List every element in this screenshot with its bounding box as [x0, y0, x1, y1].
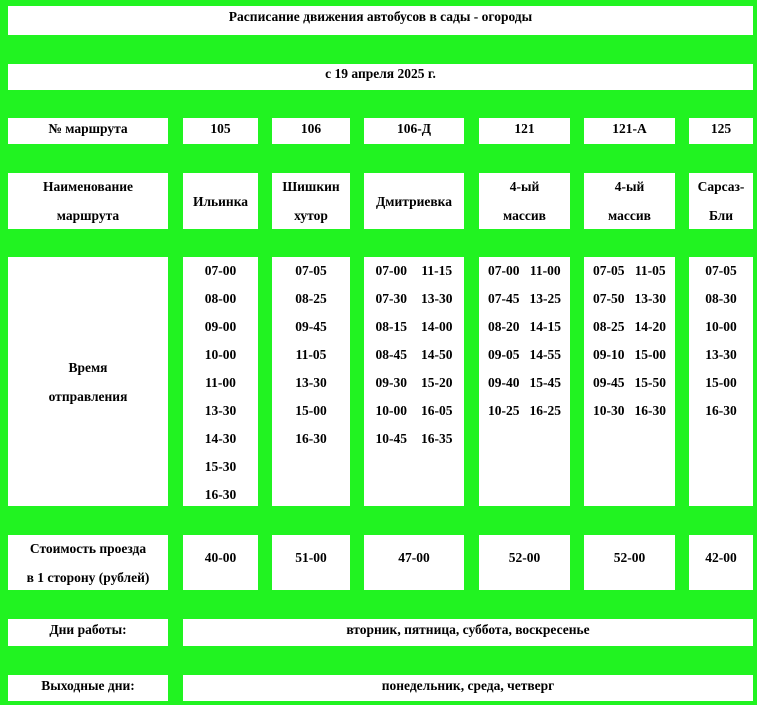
- departure-time: 15-20: [421, 375, 453, 390]
- departure-time: 13-30: [204, 403, 237, 418]
- departure-time: 09-30: [375, 375, 407, 390]
- departure-time: 08-25: [593, 319, 625, 334]
- route-name-line: массив: [503, 208, 546, 223]
- route-number-121a: 121-А: [584, 118, 675, 144]
- route-name-121: [479, 173, 570, 229]
- departure-label-line2: отправления: [48, 388, 128, 404]
- departure-times-106: [272, 257, 350, 506]
- departure-time: 10-30: [593, 403, 625, 418]
- departure-time: 11-15: [421, 263, 453, 278]
- departure-times-col-2: [635, 257, 667, 425]
- route-name-line: Дмитриевка: [376, 193, 452, 209]
- price-121a: 52-00: [584, 535, 675, 590]
- departure-time: 07-05: [295, 263, 327, 278]
- route-number-105: 105: [183, 118, 258, 144]
- departure-time: 08-20: [488, 319, 520, 334]
- route-number-106: 106: [272, 118, 350, 144]
- route-name-label: [8, 173, 168, 229]
- departure-times-121: [479, 257, 570, 506]
- departure-times-col-2: [421, 257, 453, 453]
- departure-time: 08-15: [375, 319, 407, 334]
- route-number-106d: 106-Д: [364, 118, 464, 144]
- departure-time: 13-30: [295, 375, 327, 390]
- route-name-105: [183, 173, 258, 229]
- route-name-106d: [364, 173, 464, 229]
- route-name-line: массив: [608, 208, 651, 223]
- departure-time: 10-00: [204, 347, 237, 362]
- price-label-line2: в 1 сторону (рублей): [26, 569, 150, 585]
- departure-time: 14-55: [529, 347, 561, 362]
- departure-time: 13-25: [529, 291, 561, 306]
- work-days-label: Дни работы:: [8, 619, 168, 646]
- departure-time: 10-00: [375, 403, 407, 418]
- route-name-line: 4-ый: [614, 179, 645, 194]
- departure-time: 07-00: [488, 263, 520, 278]
- departure-time: 16-30: [705, 403, 737, 418]
- departure-time: 08-00: [204, 291, 237, 306]
- route-number-121: 121: [479, 118, 570, 144]
- departure-time: 15-00: [295, 403, 327, 418]
- departure-time: 16-30: [634, 403, 666, 418]
- departure-time: 15-45: [529, 375, 561, 390]
- departure-time: 07-45: [488, 291, 520, 306]
- route-name-line: 4-ый: [509, 179, 540, 194]
- departure-time: 16-30: [204, 487, 237, 502]
- departure-time: 14-15: [529, 319, 561, 334]
- departure-label: [8, 257, 168, 506]
- departure-time: 14-30: [204, 431, 237, 446]
- departure-time: 14-50: [421, 347, 453, 362]
- departure-times-121a: [584, 257, 675, 506]
- departure-time: 10-25: [488, 403, 520, 418]
- departure-time: 10-00: [705, 319, 737, 334]
- departure-time: 14-00: [421, 319, 453, 334]
- departure-times-col-1: [593, 257, 625, 425]
- departure-time: 10-45: [375, 431, 407, 446]
- work-days-value: вторник, пятница, суббота, воскресенье: [183, 619, 753, 646]
- route-name-line: Бли: [708, 208, 734, 223]
- departure-time: 13-30: [705, 347, 737, 362]
- departure-times-col-1: [488, 257, 520, 425]
- departure-time: 07-05: [593, 263, 625, 278]
- departure-time: 07-05: [705, 263, 737, 278]
- route-name-label-line2: маршрута: [56, 208, 120, 223]
- departure-time: 15-50: [634, 375, 666, 390]
- schedule-title: Расписание движения автобусов в сады - огороды: [8, 6, 753, 35]
- departure-time: 07-00: [204, 263, 237, 278]
- departure-time: 08-25: [295, 291, 327, 306]
- departure-time: 14-20: [634, 319, 666, 334]
- route-name-line: Шишкин: [282, 179, 340, 194]
- days-off-label: Выходные дни:: [8, 675, 168, 701]
- departure-time: 13-30: [421, 291, 453, 306]
- schedule-date: с 19 апреля 2025 г.: [8, 64, 753, 90]
- price-106d: 47-00: [364, 535, 464, 590]
- departure-times-col-1: [376, 257, 408, 453]
- price-105: 40-00: [183, 535, 258, 590]
- departure-time: 07-00: [375, 263, 407, 278]
- departure-time: 15-00: [705, 375, 737, 390]
- departure-time: 15-30: [204, 459, 237, 474]
- departure-time: 16-05: [421, 403, 453, 418]
- departure-label-line1: Время: [68, 359, 108, 375]
- departure-time: 09-45: [593, 375, 625, 390]
- departure-time: 16-30: [295, 431, 327, 446]
- departure-time: 09-05: [488, 347, 520, 362]
- departure-times-125: [689, 257, 753, 506]
- departure-time: 09-10: [593, 347, 625, 362]
- departure-time: 15-00: [634, 347, 666, 362]
- price-label-line1: Стоимость проезда: [29, 540, 147, 556]
- departure-time: 13-30: [634, 291, 666, 306]
- route-name-121a: [584, 173, 675, 229]
- departure-time: 11-05: [295, 347, 327, 362]
- route-name-line: Ильинка: [192, 193, 249, 209]
- departure-time: 11-00: [205, 375, 236, 390]
- departure-times-106d: [364, 257, 464, 506]
- departure-time: 09-00: [204, 319, 237, 334]
- departure-time: 11-00: [529, 263, 561, 278]
- price-106: 51-00: [272, 535, 350, 590]
- route-name-label-line1: Наименование: [43, 179, 133, 194]
- departure-times-105: [183, 257, 258, 506]
- departure-time: 09-45: [295, 319, 327, 334]
- departure-time: 08-30: [705, 291, 737, 306]
- price-121: 52-00: [479, 535, 570, 590]
- departure-time: 07-50: [593, 291, 625, 306]
- departure-time: 16-35: [421, 431, 453, 446]
- departure-times-col-2: [530, 257, 562, 425]
- route-name-125: [689, 173, 753, 229]
- route-number-125: 125: [689, 118, 753, 144]
- departure-time: 11-05: [634, 263, 666, 278]
- price-125: 42-00: [689, 535, 753, 590]
- route-number-label: № маршрута: [8, 118, 168, 144]
- price-label: [8, 535, 168, 590]
- route-name-line: Сарсаз-: [697, 179, 745, 194]
- departure-time: 09-40: [488, 375, 520, 390]
- route-name-line: хутор: [294, 208, 328, 223]
- days-off-value: понедельник, среда, четверг: [183, 675, 753, 701]
- departure-time: 07-30: [375, 291, 407, 306]
- departure-time: 08-45: [375, 347, 407, 362]
- route-name-106: [272, 173, 350, 229]
- departure-time: 16-25: [529, 403, 561, 418]
